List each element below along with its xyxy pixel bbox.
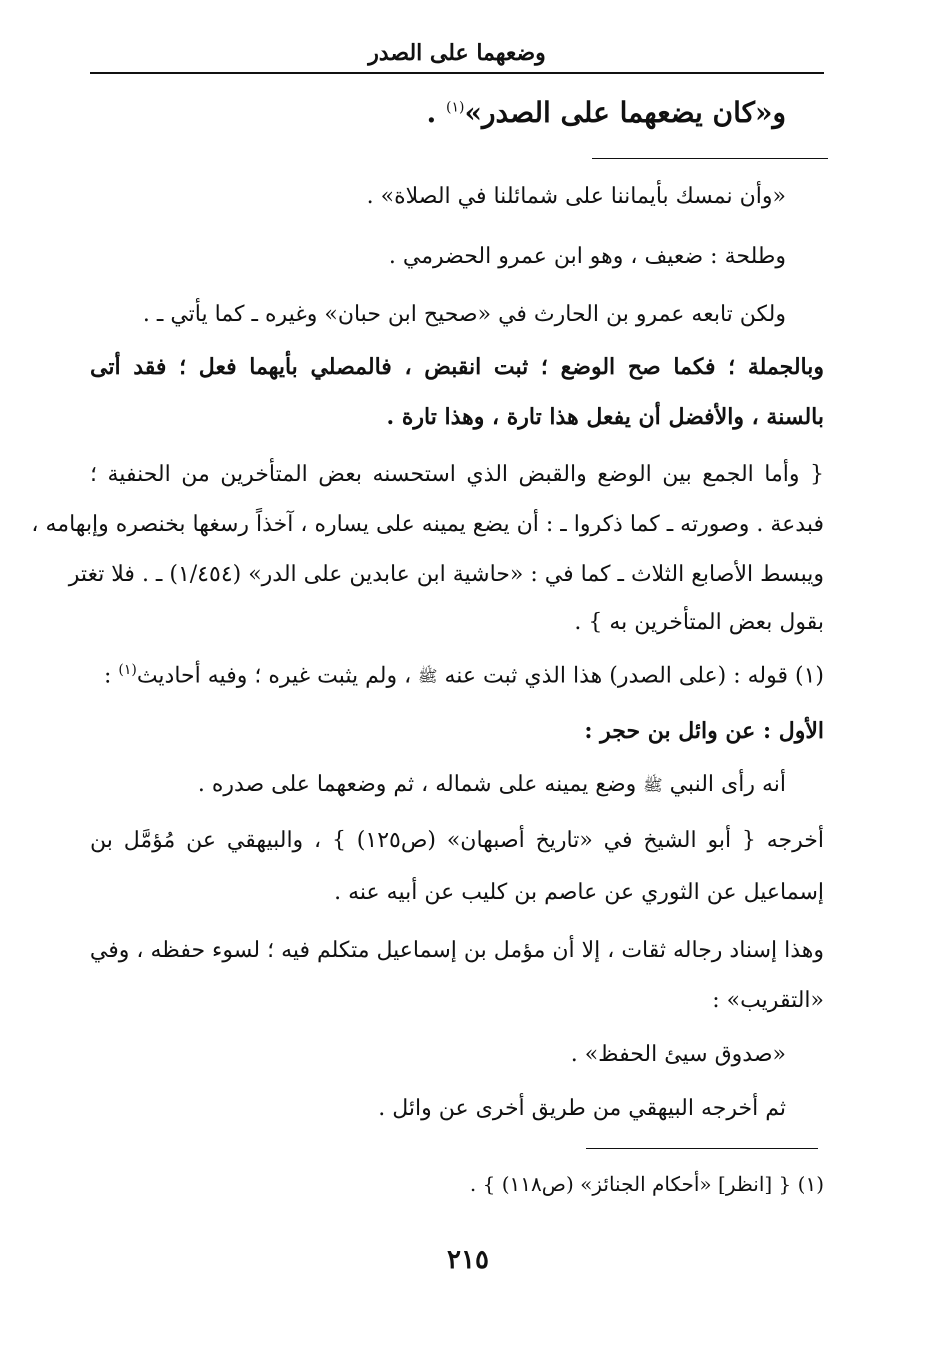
- isnad-line-1: وهذا إسناد رجاله ثقات ، إلا أن مؤمل بن إسماعيل متكلم فيه ؛ لسوء حفظه ، وفي: [89, 938, 824, 963]
- takhrij-line-1: أخرجه { أبو الشيخ في «تاريخ أصبهان» (ص١٢٥) } ، والبيهقي عن مُؤمَّل بن: [90, 828, 824, 853]
- salawat-glyph: ﷺ: [418, 666, 438, 686]
- isnad-line-2: «التقريب» :: [712, 988, 824, 1013]
- first-hadith-heading: الأول : عن وائل بن حجر :: [584, 718, 824, 744]
- footnote: (١) { [انظر] «أحكام الجنائز» (ص١١٨) } .: [469, 1172, 824, 1196]
- hadith2-line: [198, 772, 786, 798]
- note-line-1: [104, 662, 824, 690]
- hadith-end: .: [426, 96, 446, 129]
- bracket-line-3: ويبسط الأصابع الثلاث ـ كما في : «حاشية ابن عابدين على الدر» (١/٤٥٤) ـ . فلا تغتر: [68, 562, 824, 587]
- hadith-heading: [427, 96, 787, 129]
- bracket-line-2: فبدعة . وصورته ـ كما ذكروا ـ : أن يضع يمينه على يساره ، آخذاً رسغها بخنصره وإبهامه ،: [31, 512, 824, 537]
- note-intro: (١) قوله : (على الصدر) هذا الذي ثبت عنه: [444, 663, 824, 689]
- footnote-rule: [586, 1148, 818, 1149]
- final-line: ثم أخرجه البيهقي من طريق أخرى عن وائل .: [378, 1096, 786, 1121]
- salawat-glyph-2: ﷺ: [643, 775, 663, 795]
- hadith2-start: أنه رأى النبي: [669, 772, 786, 797]
- note-intro-end: ، ولم يثبت غيره ؛ وفيه أحاديث: [136, 663, 419, 689]
- note-intro-tail: :: [103, 663, 119, 689]
- hadith-footnote-marker: (١): [446, 99, 465, 116]
- takhrij-line-2: إسماعيل عن الثوري عن عاصم بن كليب عن أبيه عنه .: [334, 880, 824, 905]
- quote-line: «صدوق سيئ الحفظ» .: [570, 1042, 786, 1067]
- hadith2-end: وضع يمينه على شماله ، ثم وضعهما على صدره .: [197, 772, 644, 797]
- hadith-rule: [592, 158, 828, 159]
- body-line-5: بالسنة ، والأفضل أن يفعل هذا تارة ، وهذا تارة .: [386, 404, 824, 430]
- note-footnote-marker: (١): [118, 662, 137, 678]
- body-line-4: وبالجملة ؛ فكما صح الوضع ؛ ثبت انقبض ، فالمصلي بأيهما فعل ؛ فقد أتى: [90, 354, 824, 380]
- body-line-2: وطلحة : ضعيف ، وهو ابن عمرو الحضرمي .: [388, 244, 786, 269]
- running-head: وضعهما على الصدر: [368, 40, 546, 66]
- body-line-1: «وأن نمسك بأيماننا على شمائلنا في الصلاة» .: [366, 184, 786, 209]
- header-rule: [90, 72, 824, 74]
- bracket-line-4: بقول بعض المتأخرين به } .: [574, 610, 824, 635]
- page-number: ٢١٥: [447, 1245, 489, 1275]
- bracket-line-1: { وأما الجمع بين الوضع والقبض الذي استحسنه بعض المتأخرين من الحنفية ؛: [90, 462, 824, 487]
- body-line-3: ولكن تابعه عمرو بن الحارث في «صحيح ابن حبان» وغيره ـ كما يأتي ـ .: [142, 302, 786, 327]
- hadith-text: و«كان يضعهما على الصدر»: [464, 96, 786, 129]
